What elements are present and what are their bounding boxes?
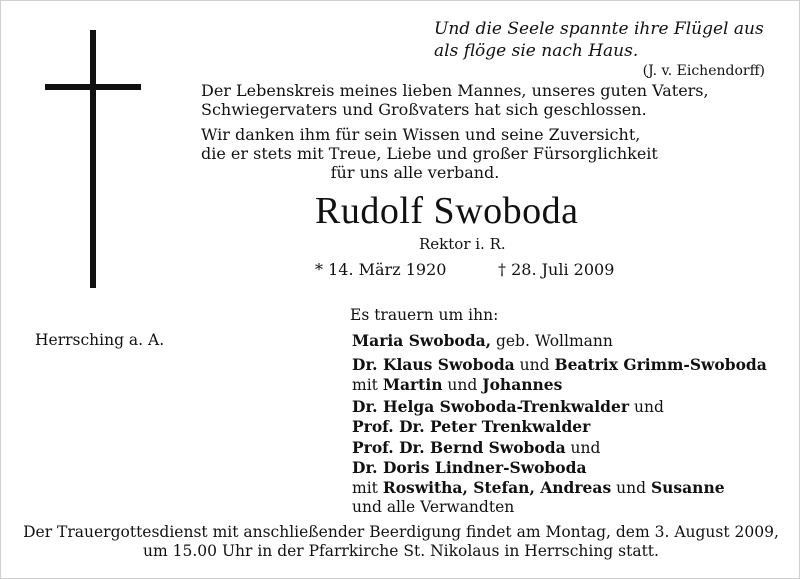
- poem-line-1: Und die Seele spannte ihre Flügel aus: [434, 19, 764, 39]
- cross-horizontal-bar: [45, 84, 141, 90]
- mourner-name: Dr. Klaus Swoboda: [352, 355, 515, 374]
- thanks-line-3: für uns alle verband.: [330, 163, 500, 182]
- mourner-name: Beatrix Grimm-Swoboda: [554, 355, 767, 374]
- intro-line-2: Schwiegervaters und Großvaters hat sich geschlossen.: [201, 100, 647, 119]
- cross-vertical-bar: [90, 30, 96, 288]
- mourner-name: Roswitha, Stefan, Andreas: [382, 478, 612, 497]
- birth-date: * 14. März 1920: [315, 260, 447, 279]
- mourner-name: Martin: [382, 375, 443, 394]
- mourner-name: Prof. Dr. Bernd Swoboda: [352, 438, 566, 457]
- deceased-title: Rektor i. R.: [419, 235, 506, 253]
- mourner-name: Dr. Helga Swoboda-Trenkwalder: [352, 397, 630, 416]
- poem-source: (J. v. Eichendorff): [642, 63, 765, 79]
- intro-line-1: Der Lebenskreis meines lieben Mannes, unseres guten Vaters,: [201, 81, 709, 100]
- mourner-name: Maria Swoboda,: [352, 331, 492, 350]
- mourner-group-4: Prof. Dr. Bernd Swoboda und Dr. Doris Lindner-Swoboda mit Roswitha, Stefan, Andreas und Susanne: [352, 438, 725, 497]
- place: Herrsching a. A.: [35, 331, 165, 349]
- thanks-line-1: Wir danken ihm für sein Wissen und seine Zuversicht,: [201, 125, 641, 144]
- mourner-name: Prof. Dr. Peter Trenkwalder: [352, 417, 591, 436]
- relatives: und alle Verwandten: [352, 498, 515, 516]
- thanks-line-2: die er stets mit Treue, Liebe und großer Fürsorglichkeit: [201, 144, 658, 163]
- mourner-name: Susanne: [650, 478, 725, 497]
- mourner-text: geb. Wollmann: [491, 332, 613, 350]
- mourner-name: Johannes: [482, 375, 563, 394]
- service-info: [1, 523, 800, 561]
- intro-text: [201, 81, 709, 119]
- mourners-heading: Es trauern um ihn:: [350, 306, 499, 324]
- service-line-1: Der Trauergottesdienst mit anschließender Beerdigung findet am Montag, dem 3. August 2009,: [23, 523, 779, 541]
- mourner-name: Dr. Doris Lindner-Swoboda: [352, 458, 587, 477]
- thanks-text: [201, 125, 658, 182]
- death-date: † 28. Juli 2009: [498, 260, 615, 279]
- service-line-2: um 15.00 Uhr in der Pfarrkirche St. Nikolaus in Herrsching statt.: [143, 542, 659, 560]
- mourner-group-3: Dr. Helga Swoboda-Trenkwalder und Prof. Dr. Peter Trenkwalder: [352, 397, 664, 436]
- deceased-name: Rudolf Swoboda: [315, 190, 579, 232]
- mourner-group-1: [352, 331, 613, 351]
- mourner-group-2: Dr. Klaus Swoboda und Beatrix Grimm-Swoboda mit Martin und Johannes: [352, 355, 767, 394]
- poem-line-2: als flöge sie nach Haus.: [434, 41, 639, 61]
